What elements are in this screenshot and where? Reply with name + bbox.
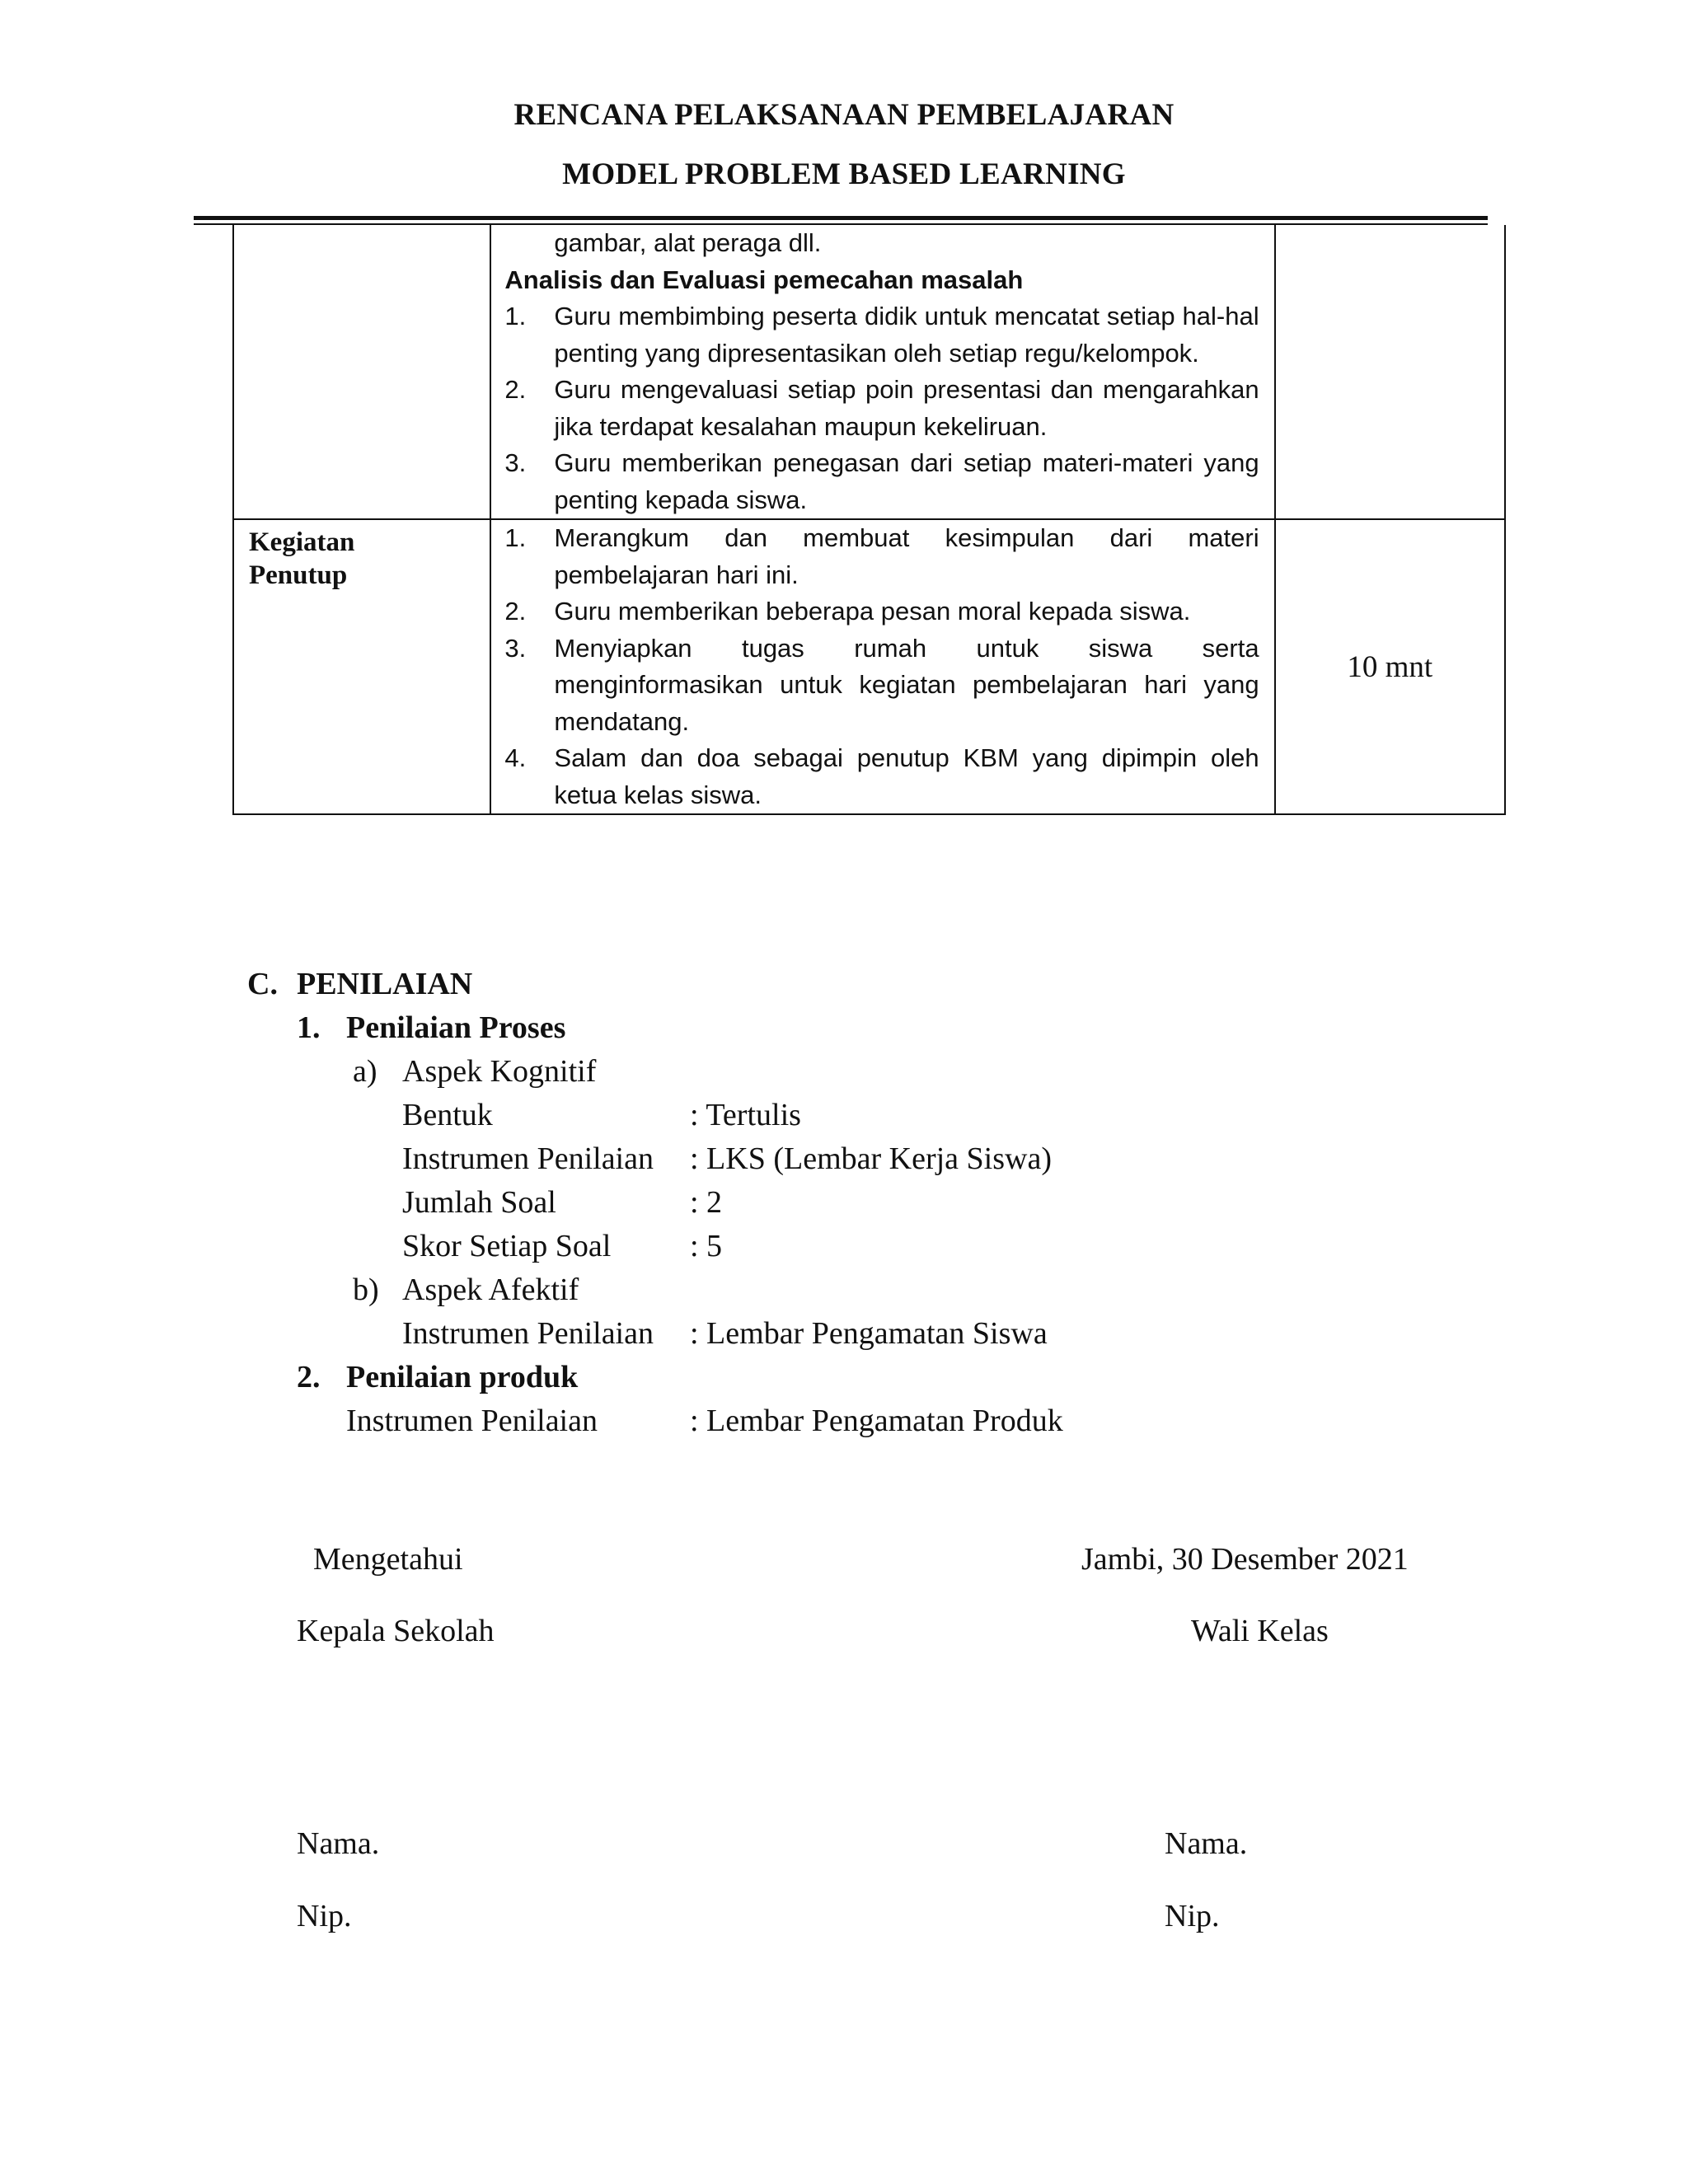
signature-left-name: Nama.: [297, 1826, 380, 1861]
field-label: Instrumen Penilaian: [346, 1404, 598, 1438]
table-row: [233, 225, 1505, 519]
signature-left-nip: Nip.: [297, 1899, 352, 1933]
activity-description-cell: [490, 225, 1274, 519]
signature-left-top: Mengetahui: [313, 1542, 463, 1577]
activity-label-line2: Penutup: [249, 560, 348, 590]
section-letter: C.: [247, 967, 278, 1001]
signature-right-nip: Nip.: [1165, 1899, 1220, 1933]
document-subtitle: MODEL PROBLEM BASED LEARNING: [562, 157, 1126, 191]
signature-place-date: Jambi, 30 Desember 2021: [1081, 1542, 1409, 1577]
field-label: Instrumen Penilaian: [402, 1316, 654, 1351]
activity-description-cell: [490, 519, 1274, 814]
signature-left-role: Kepala Sekolah: [297, 1614, 495, 1648]
field-value: : Tertulis: [690, 1098, 801, 1132]
subsection-heading-produk: Penilaian produk: [346, 1360, 579, 1394]
field-value: : LKS (Lembar Kerja Siswa): [690, 1141, 1052, 1176]
activity-label-cell: [233, 519, 490, 814]
table-row: [233, 519, 1505, 814]
field-label: Bentuk: [402, 1098, 493, 1132]
list-item: 4. Salam dan doa sebagai penutup KBM yang dipimpin oleh ketua kelas siswa.: [504, 743, 1259, 809]
list-item: 1. Guru membimbing peserta didik untuk mencatat setiap hal-hal penting yang dipresentasikan oleh setiap regu/kelompok.: [504, 302, 1259, 368]
activity-label-cell: [233, 225, 490, 519]
subsection-number: 2.: [297, 1360, 321, 1394]
header-divider-thick: [194, 216, 1488, 220]
duration-cell: [1275, 225, 1505, 519]
duration-cell: 10 mnt: [1275, 519, 1505, 814]
aspect-heading-kognitif: Aspek Kognitif: [402, 1054, 597, 1089]
aspect-heading-afektif: Aspek Afektif: [402, 1272, 579, 1307]
document-title: RENCANA PELAKSANAAN PEMBELAJARAN: [513, 98, 1175, 132]
aspect-letter: a): [353, 1054, 377, 1089]
field-label: Instrumen Penilaian: [402, 1141, 654, 1176]
field-value: : 2: [690, 1185, 723, 1220]
list-item: 2. Guru memberikan beberapa pesan moral kepada siswa.: [504, 597, 1191, 626]
field-label: Jumlah Soal: [402, 1185, 556, 1220]
step-list: [504, 298, 1259, 518]
field-value: : Lembar Pengamatan Siswa: [690, 1316, 1048, 1351]
activity-label-line1: Kegiatan: [249, 527, 355, 557]
signature-right-name: Nama.: [1165, 1826, 1248, 1861]
step-list: [504, 520, 1259, 813]
list-item: 3. Menyiapkan tugas rumah untuk siswa serta menginformasikan untuk kegiatan pembelajaran hari yang mendatang.: [504, 633, 1259, 736]
subsection-heading-proses: Penilaian Proses: [346, 1010, 566, 1045]
list-item: 3. Guru memberikan penegasan dari setiap materi-materi yang penting kepada siswa.: [504, 448, 1259, 514]
field-label: Skor Setiap Soal: [402, 1229, 612, 1263]
field-value: : Lembar Pengamatan Produk: [690, 1404, 1063, 1438]
continued-text: gambar, alat peraga dll.: [554, 228, 822, 257]
signature-right-role: Wali Kelas: [1191, 1614, 1329, 1648]
list-item: 1. Merangkum dan membuat kesimpulan dari materi pembelajaran hari ini.: [504, 523, 1259, 589]
list-item: 2. Guru mengevaluasi setiap poin presentasi dan mengarahkan jika terdapat kesalahan maupun kekeliruan.: [504, 375, 1259, 441]
subsection-number: 1.: [297, 1010, 321, 1045]
section-heading-penilaian: PENILAIAN: [297, 967, 473, 1001]
aspect-letter: b): [353, 1272, 379, 1307]
activity-table: [232, 225, 1506, 815]
field-value: : 5: [690, 1229, 723, 1263]
section-heading: Analisis dan Evaluasi pemecahan masalah: [504, 265, 1024, 294]
